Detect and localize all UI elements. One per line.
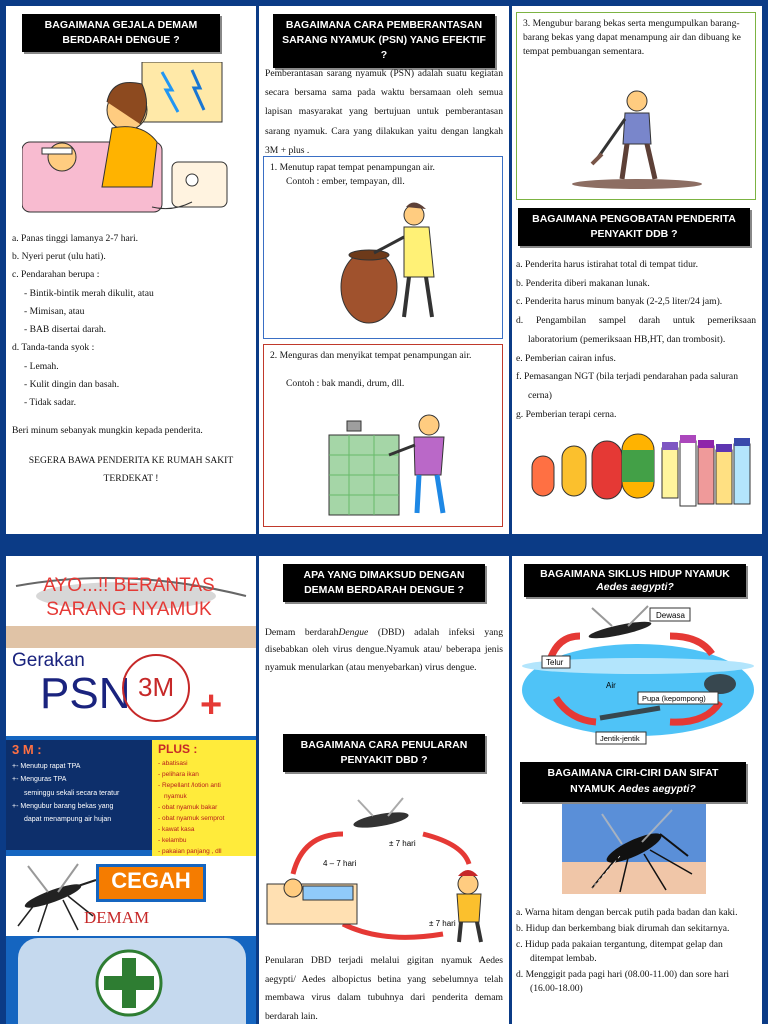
- step1-box: [263, 156, 503, 339]
- heading-siklus: [524, 564, 746, 597]
- definition-part: Dengue: [338, 627, 369, 638]
- panel-psn: [259, 6, 509, 534]
- plus-box: [152, 740, 256, 858]
- plus-item: - obat nyamuk semprot: [158, 815, 225, 823]
- step3-box: [516, 12, 756, 200]
- treatment-item: g. Pemberian terapi cerna.: [516, 408, 617, 420]
- cycle-pupa-label: Pupa (kepompong): [642, 694, 706, 703]
- plus-item: - Repellant /lotion anti: [158, 782, 221, 790]
- heading-gejala: BAGAIMANA GEJALA DEMAM BERDARAH DENGUE ?: [22, 14, 220, 52]
- symptom-subitem: - Kulit dingin dan basah.: [24, 378, 120, 390]
- panel-cover: [6, 556, 256, 1024]
- cycle-larva-label: Jentik-jentik: [600, 734, 640, 743]
- covering-jar-illustration: [334, 197, 454, 327]
- symptom-subitem: - Mimisan, atau: [24, 305, 85, 317]
- heading-ciri: [520, 762, 746, 802]
- heading-psn: BAGAIMANA CARA PEMBERANTASAN SARANG NYAMUK (PSN) YANG EFEKTIF ?: [273, 14, 495, 68]
- traits-list: [516, 906, 756, 997]
- cycle-water-label: Air: [606, 681, 616, 690]
- siklus-title: BAGAIMANA SIKLUS HIDUP NYAMUK: [540, 568, 730, 580]
- heading-penularan: BAGAIMANA CARA PENULARAN PENYAKIT DBD ?: [283, 734, 485, 772]
- symptom-item: b. Nyeri perut (ulu hati).: [12, 251, 106, 263]
- step2-text: 2. Menguras dan menyikat tempat penampungan air.: [270, 350, 472, 361]
- symptom-item: c. Pendarahan berupa :: [12, 269, 100, 281]
- cycle-egg-label: Telur: [546, 658, 564, 667]
- symptom-item: a. Panas tinggi lamanya 2-7 hari.: [12, 233, 139, 244]
- demam-label: DEMAM: [84, 908, 150, 927]
- transmission-cycle-illustration: [263, 794, 503, 944]
- three-m-item: +- Menutup rapat TPA: [12, 763, 81, 770]
- step1-text: 1. Menutup rapat tempat penampungan air.: [270, 162, 435, 173]
- trait-item: b. Hidup dan berkembang biak dirumah dan sekitarnya.: [516, 922, 730, 934]
- trait-item: a. Warna hitam dengan bercak putih pada badan dan kaki.: [516, 907, 738, 918]
- treatment-item: f. Pemasangan NGT (bila terjadi pendarahan pada saluran cerna): [516, 371, 738, 401]
- treatment-item: e. Pemberian cairan infus.: [516, 352, 616, 364]
- three-m-label: 3M: [138, 672, 175, 702]
- symptom-item: d. Tanda-tanda syok :: [12, 342, 95, 354]
- cycle-adult-label: Dewasa: [656, 611, 685, 620]
- plus-title: PLUS :: [158, 742, 198, 756]
- three-m-item: +- Mengubur barang bekas yang: [12, 802, 114, 810]
- psn-intro: Pemberantasan sarang nyamuk (PSN) adalah suatu kegiatan secara bersama sama pada waktu bersamaan oleh semua lapisan masyarakat yang bertujuan untuk pemberantasan sarang nyamuk. Cara yang dilakukan yaitu dengan langkah 3M + plus .: [265, 68, 503, 156]
- panel-definisi: [259, 556, 509, 1024]
- three-m-item: seminggu sekali secara teratur: [24, 789, 120, 797]
- plus-item: - kelambu: [158, 837, 187, 845]
- treatments-list: [516, 256, 756, 424]
- cycle-label: ± 7 hari: [389, 839, 416, 848]
- banner-title: AYO...!! BERANTAS SARANG NYAMUK: [43, 575, 215, 620]
- three-m-item: dapat menampung air hujan: [24, 816, 112, 824]
- panel-gejala: [6, 6, 256, 534]
- plus-item: - pakaian panjang , dll: [158, 848, 222, 856]
- siklus-species: Aedes aegypti?: [596, 580, 674, 593]
- psn-label: PSN: [40, 669, 131, 718]
- plus-item: - pelihara ikan: [158, 771, 199, 779]
- plus-item: - obat nyamuk bakar: [158, 804, 218, 812]
- heading-pengobatan: BAGAIMANA PENGOBATAN PENDERITA PENYAKIT DDB ?: [518, 208, 750, 246]
- gerakan-label: Gerakan: [12, 650, 85, 671]
- cegah-label: CEGAH: [111, 868, 191, 893]
- three-m-list: [12, 760, 119, 826]
- panel-pengobatan: [512, 6, 762, 534]
- three-m-box: [6, 740, 152, 850]
- step1-example: Contoh : ember, tempayan, dll.: [286, 176, 405, 187]
- heading-definisi: APA YANG DIMAKSUD DENGAN DEMAM BERDARAH DENGUE ?: [283, 564, 485, 602]
- plus-item: - kawat kasa: [158, 826, 195, 834]
- clinic-cross-icon: [94, 948, 164, 1018]
- mosquito-photo: [562, 804, 706, 894]
- step2-example: Contoh : bak mandi, drum, dll.: [286, 378, 405, 389]
- burying-illustration: [567, 89, 707, 189]
- three-m-item: +- Menguras TPA: [12, 776, 67, 784]
- plus-item: - abatisasi: [158, 760, 188, 767]
- medicine-illustration: [522, 426, 752, 521]
- treatment-item: d. Pengambilan sampel darah untuk pemeriksaan laboratorium (pemeriksaan HB,HT, dan trombosit).: [516, 315, 756, 345]
- plus-item: nyamuk: [164, 793, 187, 801]
- plus-list: [158, 758, 224, 857]
- cycle-label: 4 – 7 hari: [323, 859, 357, 868]
- step3-text: 3. Mengubur barang bekas serta mengumpulkan barang-barang bekas yang dapat menampung air dan dibuang ke tempat pembuangan sementara.: [523, 18, 741, 57]
- urgent-text: SEGERA BAWA PENDERITA KE RUMAH SAKIT TERDEKAT !: [28, 455, 234, 485]
- cycle-label: ± 7 hari: [429, 919, 456, 928]
- draining-tub-illustration: [319, 405, 459, 520]
- treatment-item: a. Penderita harus istirahat total di tempat tidur.: [516, 259, 698, 270]
- treatment-item: b. Penderita diberi makanan lunak.: [516, 277, 650, 289]
- symptom-subitem: - Lemah.: [24, 360, 59, 372]
- trait-item: d. Menggigit pada pagi hari (08.00-11.00) dan sore hari (16.00-18.00): [516, 968, 730, 994]
- definition-part: Demam berdarah: [265, 627, 339, 638]
- symptom-subitem: - BAB disertai darah.: [24, 324, 107, 336]
- symptoms-list: [12, 230, 250, 412]
- symptom-subitem: - Tidak sadar.: [24, 396, 76, 408]
- step2-box: [263, 344, 503, 527]
- trait-item: c. Hidup pada pakaian tergantung, ditempat gelap dan ditempat lembab.: [516, 938, 723, 964]
- three-m-title: 3 M :: [12, 742, 42, 757]
- panel-siklus: [512, 556, 762, 1024]
- plus-sign: +: [200, 684, 223, 726]
- sick-child-illustration: [22, 62, 242, 222]
- life-cycle-diagram: [520, 600, 756, 750]
- advice-text: Beri minum sebanyak mungkin kepada penderita.: [12, 425, 203, 436]
- ciri-title: BAGAIMANA CIRI-CIRI DAN SIFAT NYAMUK: [547, 767, 719, 795]
- definition-text: [265, 624, 503, 676]
- transmission-text: Penularan DBD terjadi melalui gigitan nyamuk Aedes aegypti/ Aedes albopictus betina yang sebelumnya telah membawa virus dalam tubuhnya dari penderita demam berdarah lain.: [265, 955, 503, 1023]
- treatment-item: c. Penderita harus minum banyak (2-2,5 liter/24 jam).: [516, 296, 723, 308]
- definition-part: (DBD) adalah infeksi yang disebabkan oleh virus dengue.Nyamuk atau/ beberapa jenis nyamuk menularkan (atau menyebarkan) virus dengue.: [265, 627, 503, 673]
- ciri-species: Aedes aegypti?: [618, 782, 696, 795]
- symptom-subitem: - Bintik-bintik merah dikulit, atau: [24, 287, 154, 299]
